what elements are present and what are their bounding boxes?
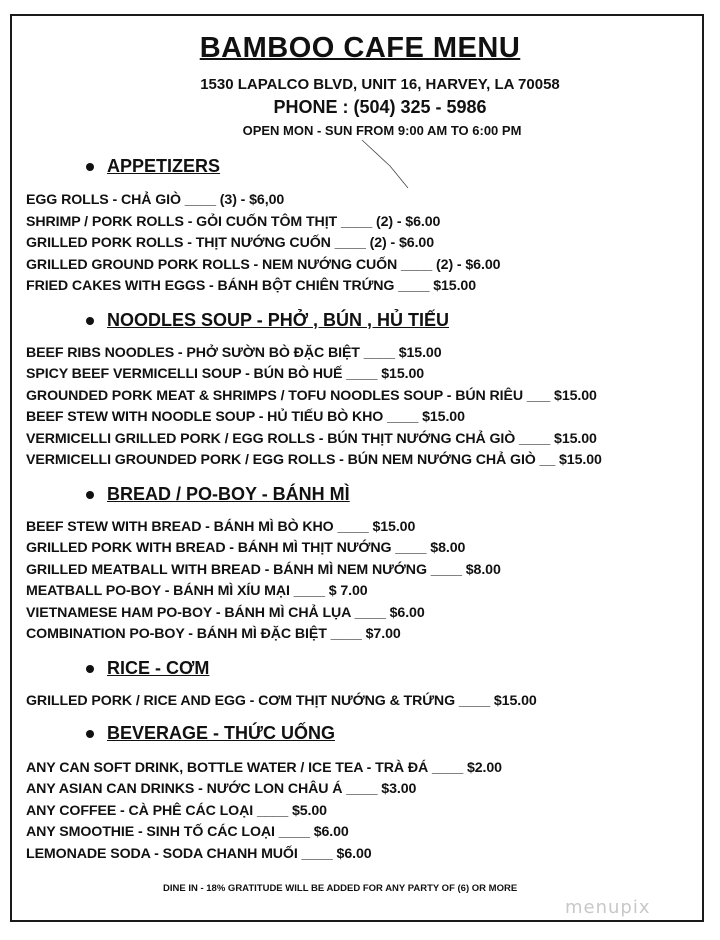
menu-item: GRILLED PORK ROLLS - THỊT NƯỚNG CUỐN ____ (2) - $6.00 (26, 235, 434, 251)
section-bread-po-boy (86, 484, 350, 505)
menu-item: BEEF STEW WITH BREAD - BÁNH MÌ BÒ KHO ____ $15.00 (26, 519, 416, 535)
menu-item: VIETNAMESE HAM PO-BOY - BÁNH MÌ CHẢ LỤA ____ $6.00 (26, 605, 425, 621)
menu-item: GRILLED PORK / RICE AND EGG - CƠM THỊT NƯỚNG & TRỨNG ____ $15.00 (26, 693, 537, 709)
menu-item: VERMICELLI GROUNDED PORK / EGG ROLLS - BÚN NEM NƯỚNG CHẢ GIÒ __ $15.00 (26, 452, 602, 468)
menu-item: EGG ROLLS - CHẢ GIÒ ____ (3) - $6,00 (26, 192, 285, 208)
menu-item: SPICY BEEF VERMICELLI SOUP - BÚN BÒ HUẾ ____ $15.00 (26, 366, 425, 382)
menu-item: VERMICELLI GRILLED PORK / EGG ROLLS - BÚN THỊT NƯỚNG CHẢ GIÒ ____ $15.00 (26, 431, 597, 447)
menu-item: ANY ASIAN CAN DRINKS - NƯỚC LON CHÂU Á ____ $3.00 (26, 781, 417, 797)
pen-scratch-mark (360, 138, 420, 193)
section-title: BREAD / PO-BOY - BÁNH MÌ (107, 484, 350, 504)
bullet-icon (86, 730, 94, 738)
bullet-icon (86, 163, 94, 171)
menu-item: COMBINATION PO-BOY - BÁNH MÌ ĐẶC BIỆT ____ $7.00 (26, 626, 401, 642)
bullet-icon (86, 491, 94, 499)
menu-item: GRILLED GROUND PORK ROLLS - NEM NƯỚNG CUỐN ____ (2) - $6.00 (26, 257, 501, 273)
section-rice (86, 658, 209, 679)
section-noodles-soup (86, 310, 449, 331)
section-beverage (86, 723, 335, 744)
gratuity-note: DINE IN - 18% GRATITUDE WILL BE ADDED FOR ANY PARTY OF (6) OR MORE (163, 883, 518, 894)
section-appetizers (86, 156, 220, 177)
bullet-icon (86, 665, 94, 673)
watermark: menupix (565, 897, 651, 918)
menu-item: ANY SMOOTHIE - SINH TỐ CÁC LOẠI ____ $6.00 (26, 824, 349, 840)
menu-item: BEEF STEW WITH NOODLE SOUP - HỦ TIẾU BÒ KHO ____ $15.00 (26, 409, 465, 425)
address: 1530 LAPALCO BLVD, UNIT 16, HARVEY, LA 70058 (200, 76, 560, 93)
menu-item: ANY CAN SOFT DRINK, BOTTLE WATER / ICE TEA - TRÀ ĐÁ ____ $2.00 (26, 760, 502, 776)
menu-item: FRIED CAKES WITH EGGS - BÁNH BỘT CHIÊN TRỨNG ____ $15.00 (26, 278, 477, 294)
menu-item: GRILLED PORK WITH BREAD - BÁNH MÌ THỊT NƯỚNG ____ $8.00 (26, 540, 466, 556)
phone-number: PHONE : (504) 325 - 5986 (273, 97, 487, 117)
section-title: NOODLES SOUP - PHỞ , BÚN , HỦ TIẾU (107, 310, 450, 330)
menu-item: LEMONADE SODA - SODA CHANH MUỐI ____ $6.00 (26, 846, 372, 862)
menu-item: MEATBALL PO-BOY - BÁNH MÌ XÍU MẠI ____ $ 7.00 (26, 583, 368, 599)
menu-item: SHRIMP / PORK ROLLS - GỎI CUỐN TÔM THỊT ____ (2) - $6.00 (26, 214, 441, 230)
opening-hours: OPEN MON - SUN FROM 9:00 AM TO 6:00 PM (242, 123, 522, 138)
menu-item: BEEF RIBS NOODLES - PHỞ SƯỜN BÒ ĐẶC BIỆT ____ $15.00 (26, 345, 442, 361)
section-title: RICE - CƠM (107, 658, 210, 678)
bullet-icon (86, 317, 94, 325)
menu-item: ANY COFFEE - CÀ PHÊ CÁC LOẠI ____ $5.00 (26, 803, 327, 819)
section-title: BEVERAGE - THỨC UỐNG (107, 723, 335, 743)
menu-item: GROUNDED PORK MEAT & SHRIMPS / TOFU NOODLES SOUP - BÚN RIÊU ___ $15.00 (26, 388, 597, 404)
section-title: APPETIZERS (107, 156, 221, 176)
menu-item: GRILLED MEATBALL WITH BREAD - BÁNH MÌ NEM NƯỚNG ____ $8.00 (26, 562, 501, 578)
menu-title: BAMBOO CAFE MENU (199, 32, 521, 64)
